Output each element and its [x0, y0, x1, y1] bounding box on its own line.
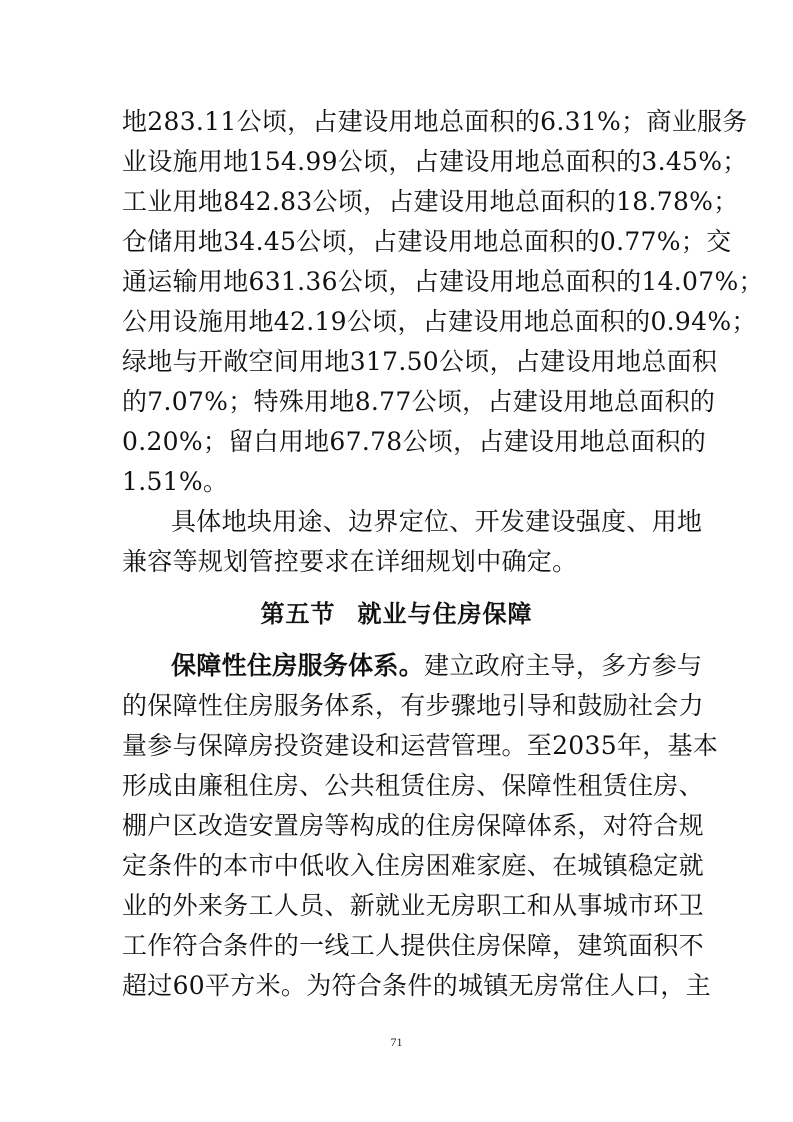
- section-heading: [0, 594, 793, 634]
- text-line: 工作符合条件的一线工人提供住房保障，建筑面积不: [122, 931, 704, 960]
- text-line: 仓储用地34.45公顷，占建设用地总面积的0.77%；交: [122, 227, 732, 256]
- text-line: [171, 646, 703, 686]
- text-line: 工业用地842.83公顷，占建设用地总面积的18.78%；: [122, 187, 739, 216]
- text-line: 兼容等规划管控要求在详细规划中确定。: [122, 547, 578, 576]
- section-number: 第五节: [260, 600, 336, 628]
- text-line: 业设施用地154.99公顷，占建设用地总面积的3.45%；: [122, 147, 748, 176]
- text-span: 建立政府主导，多方参与: [424, 651, 703, 680]
- text-line: 绿地与开敞空间用地317.50公顷，占建设用地总面积: [122, 347, 718, 376]
- text-line: 的7.07%；特殊用地8.77公顷，占建设用地总面积的: [122, 387, 716, 416]
- text-line: 具体地块用途、边界定位、开发建设强度、用地: [171, 507, 703, 536]
- text-line: 通运输用地631.36公顷，占建设用地总面积的14.07%；: [122, 267, 764, 296]
- text-line: 公用设施用地42.19公顷，占建设用地总面积的0.94%；: [122, 307, 757, 336]
- text-line: 0.20%；留白用地67.78公顷，占建设用地总面积的: [122, 427, 707, 456]
- page-number: 71: [390, 1035, 403, 1049]
- text-line: 地283.11公顷，占建设用地总面积的6.31%；商业服务: [122, 107, 748, 136]
- text-line: 形成由廉租住房、公共租赁住房、保障性租赁住房、: [122, 771, 704, 800]
- paragraph-lead: 保障性住房服务体系。: [171, 651, 425, 680]
- text-line: 棚户区改造安置房等构成的住房保障体系，对符合规: [122, 811, 704, 840]
- text-line: 的保障性住房服务体系，有步骤地引导和鼓励社会力: [122, 691, 704, 720]
- text-line: 定条件的本市中低收入住房困难家庭、在城镇稳定就: [122, 851, 704, 880]
- text-line: 量参与保障房投资建设和运营管理。至2035年，基本: [122, 731, 719, 760]
- text-line: 业的外来务工人员、新就业无房职工和从事城市环卫: [122, 891, 704, 920]
- section-title: 就业与住房保障: [357, 600, 533, 628]
- text-line: 超过60平方米。为符合条件的城镇无房常住人口，主: [122, 971, 712, 1000]
- text-line: 1.51%。: [122, 467, 229, 496]
